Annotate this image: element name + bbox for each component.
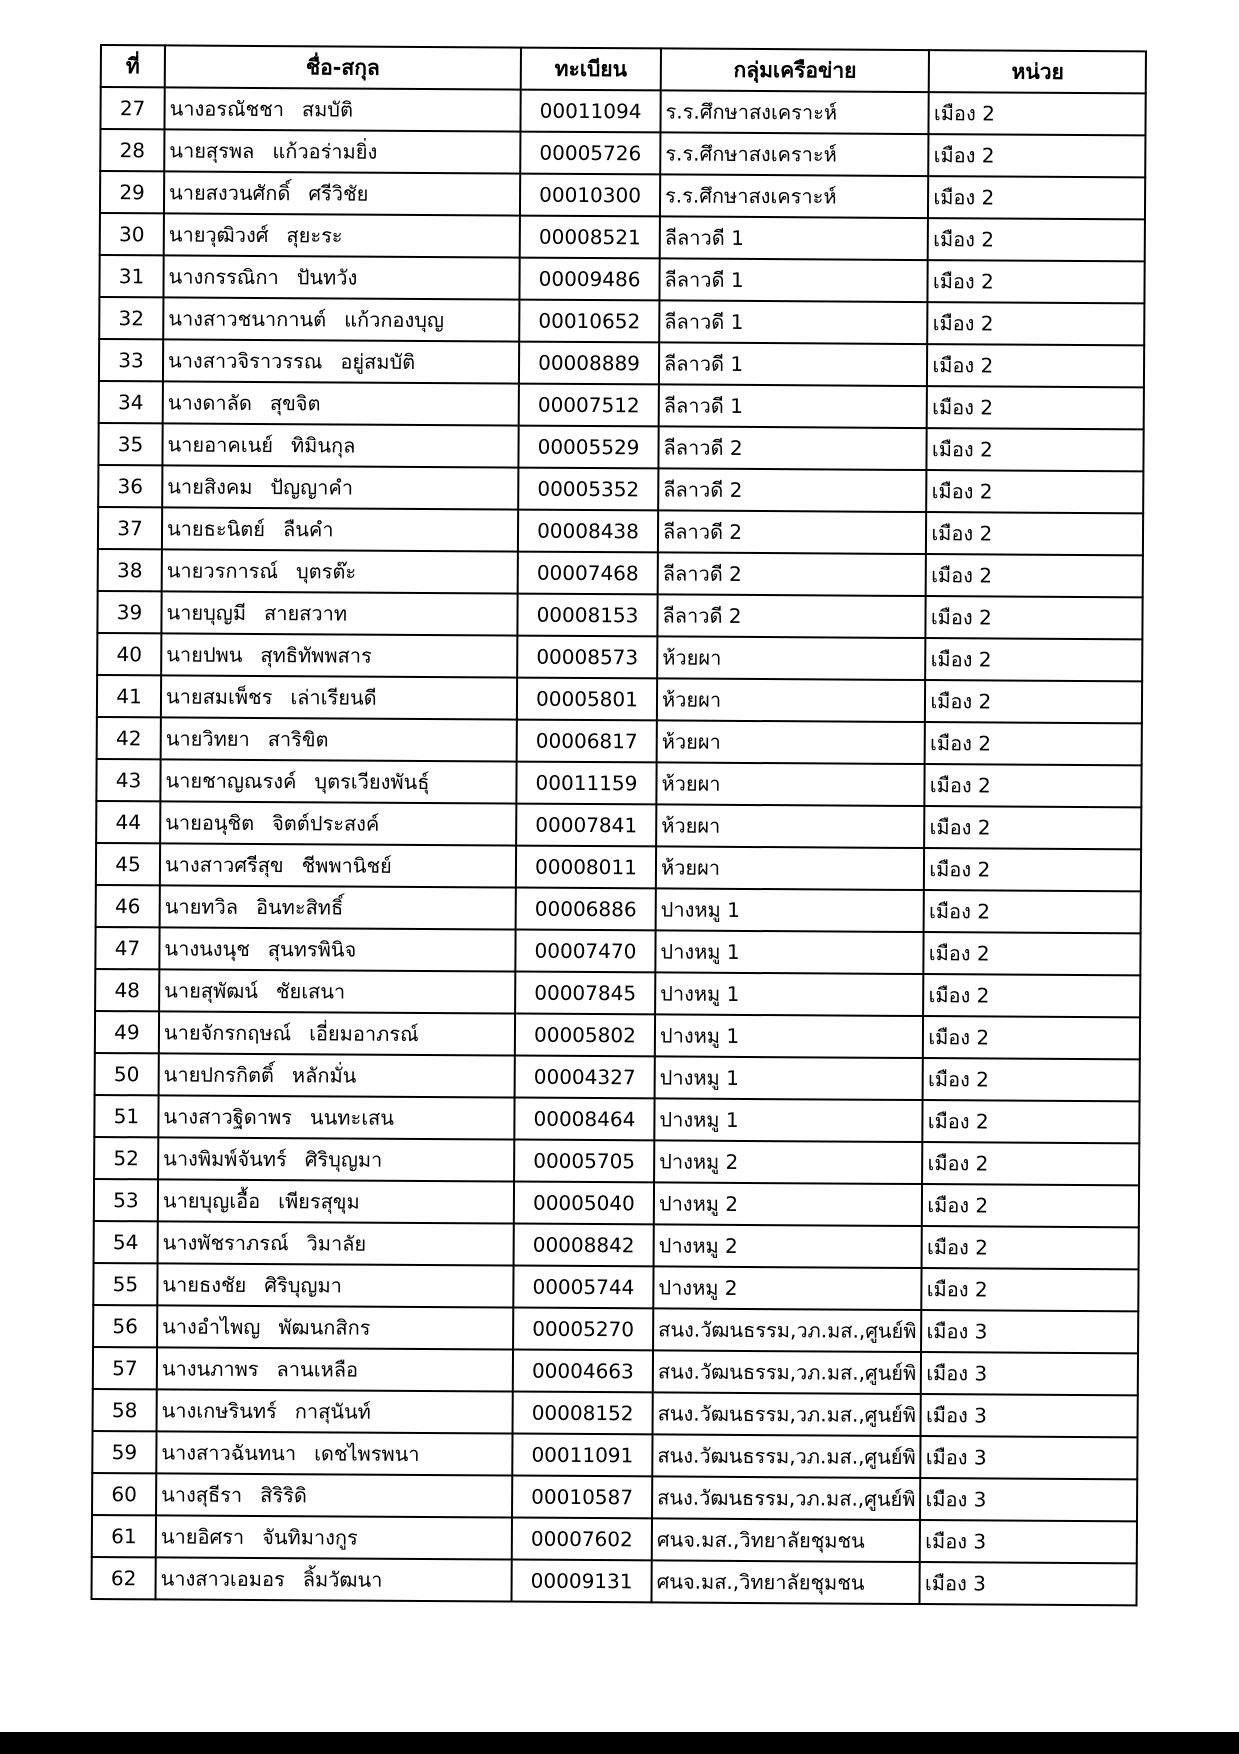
first-name: นางสาวชนากานต์ [168, 306, 327, 332]
last-name: ปัญญาคำ [270, 475, 354, 500]
first-name: นายสมเพ็ชร [165, 684, 273, 710]
table-row [92, 1431, 1138, 1479]
network-group: ศนจ.มส.,วิทยาลัยชุมชน [651, 1560, 920, 1604]
full-name [158, 1179, 514, 1223]
unit: เมือง 3 [921, 1436, 1138, 1479]
first-name: นายบุญเอื้อ [162, 1188, 261, 1213]
registration-number: 00005802 [515, 1014, 655, 1057]
full-name [164, 213, 520, 257]
unit: เมือง 3 [921, 1310, 1138, 1353]
first-name: นางสุธีรา [161, 1482, 243, 1507]
registration-number: 00010587 [512, 1476, 652, 1519]
unit: เมือง 2 [922, 1268, 1139, 1311]
row-number: 62 [92, 1557, 156, 1599]
first-name: นายวรการณ์ [166, 558, 279, 584]
network-group: ลีลาวดี 2 [658, 426, 927, 470]
registration-number: 00008842 [514, 1224, 654, 1267]
network-group: ห้วยผา [656, 804, 925, 848]
table-row [97, 717, 1143, 765]
registration-number: 00008889 [519, 342, 659, 385]
row-number: 38 [98, 549, 162, 591]
full-name [163, 381, 519, 425]
last-name: บุตรต๊ะ [295, 559, 357, 584]
table-row [98, 465, 1144, 513]
first-name: นายอนุชิต [165, 810, 255, 835]
first-name: นางอำไพญ [162, 1314, 261, 1340]
full-name [162, 507, 518, 551]
full-name [164, 87, 520, 131]
last-name: สาริขิต [267, 727, 329, 752]
row-number: 39 [97, 591, 161, 633]
last-name: ลืนคำ [282, 517, 334, 542]
first-name: นายอาคเนย์ [167, 432, 274, 458]
network-group: ปางหมู 1 [655, 1056, 924, 1100]
unit: เมือง 2 [929, 92, 1146, 135]
first-name: นายอิศรา [160, 1524, 245, 1549]
first-name: นายวิทยา [165, 726, 250, 751]
registration-number: 00011094 [520, 90, 660, 133]
row-number: 31 [99, 255, 163, 297]
network-group: ปางหมู 1 [654, 1098, 923, 1142]
table-row [93, 1347, 1139, 1395]
last-name: ศิริบุญมา [304, 1147, 383, 1172]
last-name: สุนทรพินิจ [267, 937, 357, 962]
last-name: เดชไพรพนา [314, 1441, 420, 1466]
network-group: สนง.วัฒนธรรม,วภ.มส.,ศูนย์พิ [653, 1308, 922, 1352]
last-name: เอี่ยมอาภรณ์ [309, 1021, 419, 1046]
registration-number: 00004327 [515, 1056, 655, 1099]
last-name: ชีพพานิชย์ [301, 853, 392, 878]
row-number: 52 [94, 1137, 158, 1179]
full-name [161, 591, 517, 635]
unit: เมือง 3 [920, 1520, 1137, 1563]
full-name [160, 843, 516, 887]
row-number: 46 [96, 885, 160, 927]
network-group: ปางหมู 2 [654, 1140, 923, 1184]
last-name: ลิ้มวัฒนา [302, 1567, 383, 1592]
unit: เมือง 2 [922, 1142, 1139, 1185]
unit: เมือง 2 [923, 1016, 1140, 1059]
network-group: สนง.วัฒนธรรม,วภ.มส.,ศูนย์พิ [653, 1350, 922, 1394]
network-group: ศนจ.มส.,วิทยาลัยชุมชน [652, 1518, 921, 1562]
unit: เมือง 3 [921, 1352, 1138, 1395]
network-group: สนง.วัฒนธรรม,วภ.มส.,ศูนย์พิ [652, 1476, 921, 1520]
registration-number: 00011091 [512, 1434, 652, 1477]
table-row [94, 1221, 1140, 1269]
unit: เมือง 2 [928, 218, 1145, 261]
full-name [161, 675, 517, 719]
table-row [95, 927, 1141, 975]
full-name [158, 1137, 514, 1181]
first-name: นายวุฒิวงศ์ [168, 222, 269, 248]
registration-number: 00006817 [517, 720, 657, 763]
unit: เมือง 2 [922, 1184, 1139, 1227]
full-name [163, 297, 519, 341]
scan-edge-bar [0, 1732, 1239, 1754]
full-name [162, 465, 518, 509]
unit: เมือง 2 [925, 722, 1142, 765]
table-row [92, 1515, 1138, 1563]
last-name: ปันทวัง [296, 265, 358, 290]
header-registration: ทะเบียน [521, 48, 661, 91]
unit: เมือง 2 [928, 176, 1145, 219]
row-number: 48 [95, 969, 159, 1011]
network-group: ลีลาวดี 2 [658, 468, 927, 512]
network-group: สนง.วัฒนธรรม,วภ.มส.,ศูนย์พิ [652, 1434, 921, 1478]
last-name: อินทะสิทธิ์ [255, 894, 344, 920]
last-name: วิมาลัย [306, 1231, 367, 1256]
registration-number: 00005352 [518, 468, 658, 511]
first-name: นายบุญมี [166, 600, 247, 625]
full-name [159, 927, 515, 971]
first-name: นายปกรกิตติ์ [163, 1062, 275, 1088]
network-group: ห้วยผา [656, 846, 925, 890]
first-name: นางสาวจิราวรรณ [167, 348, 323, 374]
first-name: นายธงชัย [162, 1272, 247, 1297]
full-name [162, 423, 518, 467]
header-row [101, 45, 1147, 93]
full-name [159, 1011, 515, 1055]
table-row [99, 381, 1145, 429]
registration-number: 00004663 [513, 1350, 653, 1393]
table-row [92, 1473, 1138, 1521]
row-number: 40 [97, 633, 161, 675]
table-row [98, 549, 1144, 597]
unit: เมือง 2 [927, 428, 1144, 471]
unit: เมือง 2 [924, 932, 1141, 975]
last-name: สุยะระ [286, 223, 343, 248]
member-table [90, 44, 1147, 1606]
registration-number: 00006886 [516, 888, 656, 931]
network-group: ห้วยผา [656, 762, 925, 806]
network-group: ลีลาวดี 2 [658, 510, 927, 554]
last-name: ชัยเสนา [275, 979, 346, 1004]
first-name: นายสุพัฒน์ [164, 978, 259, 1003]
network-group: ปางหมู 1 [655, 1014, 924, 1058]
registration-number: 00010300 [520, 174, 660, 217]
first-name: นางสาวเอมอร [160, 1566, 285, 1592]
table-row [94, 1137, 1140, 1185]
last-name: สุทธิทัพพสาร [260, 642, 372, 668]
row-number: 29 [100, 171, 164, 213]
first-name: นางสาวฐิดาพร [163, 1104, 293, 1130]
unit: เมือง 2 [926, 596, 1143, 639]
unit: เมือง 2 [924, 890, 1141, 933]
table-row [100, 171, 1146, 219]
network-group: ห้วยผา [657, 720, 926, 764]
row-number: 51 [94, 1095, 158, 1137]
table-row [100, 129, 1146, 177]
row-number: 42 [97, 717, 161, 759]
registration-number: 00005270 [513, 1308, 653, 1351]
table-row [99, 339, 1145, 387]
row-number: 54 [94, 1221, 158, 1263]
network-group: ลีลาวดี 1 [659, 258, 928, 302]
registration-number: 00007845 [515, 972, 655, 1015]
unit: เมือง 2 [928, 302, 1145, 345]
registration-number: 00011159 [516, 762, 656, 805]
row-number: 41 [97, 675, 161, 717]
full-name [164, 129, 520, 173]
row-number: 32 [99, 297, 163, 339]
registration-number: 00008011 [516, 846, 656, 889]
network-group: ลีลาวดี 1 [659, 384, 928, 428]
table-row [95, 1011, 1141, 1059]
unit: เมือง 2 [923, 1058, 1140, 1101]
header-network-group: กลุ่มเครือข่าย [661, 48, 930, 92]
row-number: 47 [95, 927, 159, 969]
row-number: 57 [93, 1347, 157, 1389]
last-name: ลานเหลือ [276, 1357, 359, 1382]
first-name: นางพิมพ์จันทร์ [163, 1146, 287, 1172]
network-group: ลีลาวดี 1 [659, 300, 928, 344]
unit: เมือง 2 [922, 1226, 1139, 1269]
last-name: หลักมั่น [291, 1063, 357, 1088]
unit: เมือง 3 [920, 1478, 1137, 1521]
table-row [95, 1053, 1141, 1101]
header-name: ชื่อ-สกุล [165, 45, 521, 89]
header-unit: หน่วย [929, 50, 1146, 93]
last-name: นนทะเสน [309, 1105, 395, 1130]
network-group: ปางหมู 1 [656, 888, 925, 932]
row-number: 37 [98, 507, 162, 549]
network-group: ห้วยผา [657, 636, 926, 680]
last-name: อยู่สมบัติ [340, 349, 416, 374]
registration-number: 00008573 [517, 636, 657, 679]
full-name [162, 549, 518, 593]
registration-number: 00008521 [520, 216, 660, 259]
network-group: ปางหมู 1 [655, 972, 924, 1016]
first-name: นายสุรพล [169, 138, 255, 163]
full-name [163, 339, 519, 383]
table-row [93, 1305, 1139, 1353]
table-row [96, 843, 1142, 891]
last-name: ทิมินกุล [290, 433, 356, 458]
registration-number: 00010652 [519, 300, 659, 343]
first-name: นายสิงคม [167, 474, 253, 499]
unit: เมือง 2 [924, 806, 1141, 849]
row-number: 58 [93, 1389, 157, 1431]
network-group: ลีลาวดี 1 [659, 342, 928, 386]
registration-number: 00005801 [517, 678, 657, 721]
first-name: นายจักรกฤษณ์ [163, 1020, 292, 1046]
registration-number: 00007468 [518, 552, 658, 595]
last-name: กาสุนันท์ [294, 1399, 371, 1424]
unit: เมือง 2 [929, 134, 1146, 177]
full-name [156, 1473, 512, 1517]
unit: เมือง 2 [928, 260, 1145, 303]
first-name: นายปพน [166, 642, 243, 667]
registration-number: 00008153 [517, 594, 657, 637]
network-group: ปางหมู 2 [654, 1224, 923, 1268]
table-row [99, 297, 1145, 345]
unit: เมือง 2 [926, 512, 1143, 555]
unit: เมือง 3 [920, 1562, 1137, 1605]
last-name: เพียรสุขุม [278, 1189, 360, 1214]
full-name [160, 801, 516, 845]
full-name [158, 1221, 514, 1265]
full-name [158, 1095, 514, 1139]
row-number: 59 [92, 1431, 156, 1473]
first-name: นางนงนุช [164, 936, 250, 961]
registration-number: 00009486 [519, 258, 659, 301]
table-row [93, 1263, 1139, 1311]
table-row [92, 1557, 1138, 1605]
header-no: ที่ [101, 45, 165, 87]
row-number: 27 [100, 87, 164, 129]
row-number: 49 [95, 1011, 159, 1053]
full-name [157, 1305, 513, 1349]
registration-number: 00007512 [519, 384, 659, 427]
registration-number: 00007602 [512, 1518, 652, 1561]
table-row [94, 1179, 1140, 1227]
registration-number: 00008438 [518, 510, 658, 553]
row-number: 50 [95, 1053, 159, 1095]
first-name: นางสาวฉันทนา [161, 1440, 297, 1466]
last-name: พัฒนกสิกร [278, 1315, 371, 1340]
first-name: นางกรรณิกา [168, 264, 279, 290]
full-name [160, 885, 516, 929]
unit: เมือง 3 [921, 1394, 1138, 1437]
full-name [163, 255, 519, 299]
table-row [97, 633, 1143, 681]
registration-number: 00005705 [514, 1140, 654, 1183]
full-name [161, 633, 517, 677]
last-name: สายสวาท [264, 601, 348, 626]
unit: เมือง 2 [925, 638, 1142, 681]
first-name: นางดาลัด [167, 390, 253, 415]
network-group: ปางหมู 2 [653, 1266, 922, 1310]
row-number: 34 [99, 381, 163, 423]
unit: เมือง 2 [926, 554, 1143, 597]
table-row [96, 759, 1142, 807]
network-group: ปางหมู 1 [655, 930, 924, 974]
row-number: 56 [93, 1305, 157, 1347]
full-name [156, 1431, 512, 1475]
unit: เมือง 2 [927, 344, 1144, 387]
full-name [161, 717, 517, 761]
first-name: นายทวิล [164, 894, 239, 919]
table-row [95, 969, 1141, 1017]
registration-number: 00005529 [518, 426, 658, 469]
first-name: นางเกษรินทร์ [161, 1398, 277, 1424]
row-number: 45 [96, 843, 160, 885]
last-name: แก้วอร่ามยิ่ง [272, 139, 378, 164]
table-row [100, 87, 1146, 135]
unit: เมือง 2 [924, 848, 1141, 891]
full-name [155, 1557, 511, 1601]
last-name: ศิริบุญมา [264, 1273, 342, 1298]
first-name: นายชาญณรงค์ [165, 768, 297, 794]
row-number: 43 [96, 759, 160, 801]
last-name: สิริริดิ [260, 1483, 307, 1508]
last-name: เล่าเรียนดี [290, 685, 377, 710]
full-name [157, 1263, 513, 1307]
table-row [99, 255, 1145, 303]
unit: เมือง 2 [925, 764, 1142, 807]
row-number: 53 [94, 1179, 158, 1221]
full-name [164, 171, 520, 215]
full-name [159, 969, 515, 1013]
registration-number: 00005744 [513, 1266, 653, 1309]
row-number: 33 [99, 339, 163, 381]
network-group: ลีลาวดี 2 [658, 552, 927, 596]
registration-number: 00007841 [516, 804, 656, 847]
unit: เมือง 2 [925, 680, 1142, 723]
table-row [98, 507, 1144, 555]
last-name: สมบัติ [301, 97, 354, 122]
row-number: 60 [92, 1473, 156, 1515]
registration-number: 00009131 [511, 1560, 651, 1603]
first-name: นายสงวนศักดิ์ [169, 180, 291, 206]
full-name [156, 1515, 512, 1559]
row-number: 61 [92, 1515, 156, 1557]
row-number: 44 [96, 801, 160, 843]
first-name: นางนภาพร [161, 1356, 259, 1381]
network-group: ลีลาวดี 1 [660, 216, 929, 260]
network-group: ร.ร.ศึกษาสงเคราะห์ [660, 132, 929, 176]
registration-number: 00007470 [515, 930, 655, 973]
unit: เมือง 2 [923, 1100, 1140, 1143]
table-row [98, 423, 1144, 471]
table-row [94, 1095, 1140, 1143]
row-number: 28 [100, 129, 164, 171]
network-group: ร.ร.ศึกษาสงเคราะห์ [660, 174, 929, 218]
last-name: แก้วกองบุญ [344, 307, 445, 333]
first-name: นางอรณัชชา [169, 96, 285, 122]
row-number: 55 [93, 1263, 157, 1305]
network-group: ลีลาวดี 2 [657, 594, 926, 638]
first-name: นางพัชราภรณ์ [162, 1230, 289, 1256]
full-name [157, 1389, 513, 1433]
unit: เมือง 2 [927, 386, 1144, 429]
registration-number: 00008464 [514, 1098, 654, 1141]
registration-number: 00005040 [514, 1182, 654, 1225]
last-name: บุตรเวียงพันธุ์ [314, 769, 430, 795]
last-name: ศรีวิชัย [308, 181, 369, 206]
table-row [97, 591, 1143, 639]
table-row [97, 675, 1143, 723]
last-name: จิตต์ประสงค์ [272, 811, 380, 836]
unit: เมือง 2 [923, 974, 1140, 1017]
row-number: 30 [100, 213, 164, 255]
registration-number: 00005726 [520, 132, 660, 175]
table-row [96, 885, 1142, 933]
network-group: ปางหมู 2 [654, 1182, 923, 1226]
full-name [159, 1053, 515, 1097]
last-name: จันทิมางกูร [262, 1525, 358, 1550]
table-row [96, 801, 1142, 849]
network-group: สนง.วัฒนธรรม,วภ.มส.,ศูนย์พิ [653, 1392, 922, 1436]
first-name: นายธะนิตย์ [166, 516, 266, 542]
network-group: ร.ร.ศึกษาสงเคราะห์ [660, 90, 929, 134]
full-name [157, 1347, 513, 1391]
last-name: สุขจิต [269, 391, 321, 416]
first-name: นางสาวศรีสุข [164, 852, 284, 878]
registration-number: 00008152 [513, 1392, 653, 1435]
row-number: 35 [98, 423, 162, 465]
unit: เมือง 2 [927, 470, 1144, 513]
network-group: ห้วยผา [657, 678, 926, 722]
table-row [93, 1389, 1139, 1437]
table-row [100, 213, 1146, 261]
row-number: 36 [98, 465, 162, 507]
full-name [160, 759, 516, 803]
